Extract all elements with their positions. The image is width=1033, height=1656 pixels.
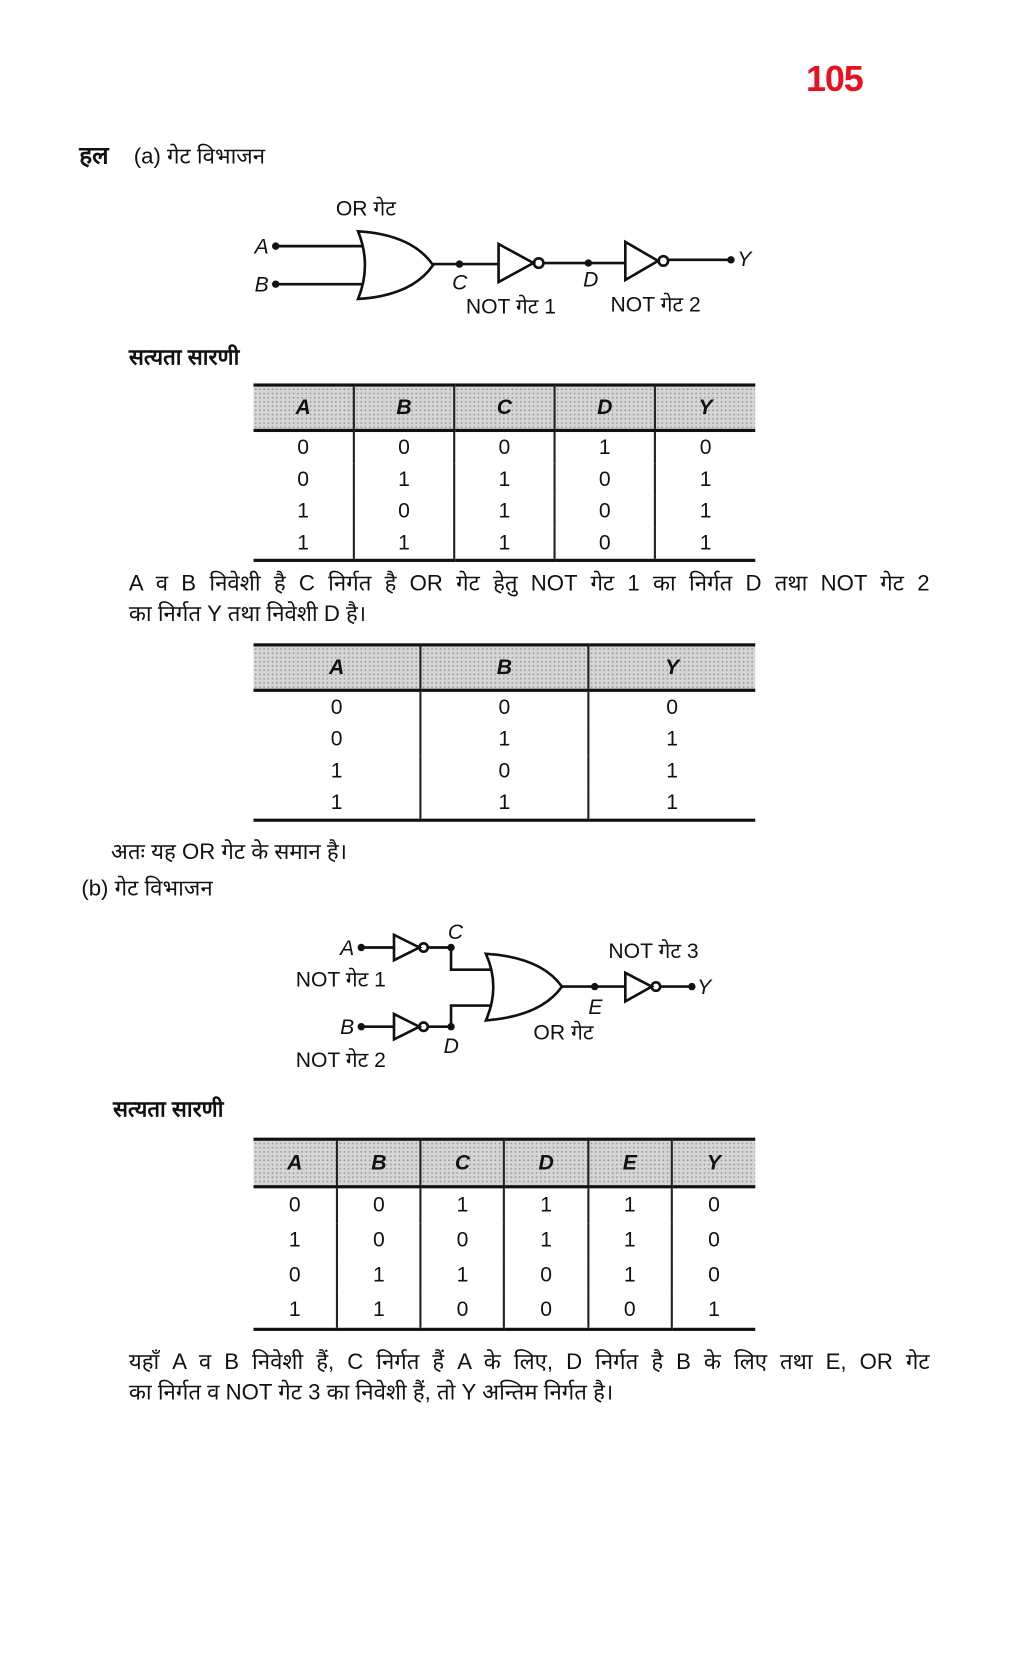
table-cell: 1 — [354, 464, 454, 496]
table-header-row — [254, 385, 756, 430]
table-cell: 1 — [337, 1293, 421, 1329]
table-row — [254, 1223, 756, 1258]
table-cell: 1 — [672, 1293, 756, 1329]
table-cell: 0 — [555, 495, 655, 527]
or-gate-label: OR गेट — [533, 1021, 594, 1045]
node-d-label: D — [583, 268, 599, 292]
paragraph-1-line-1: A व B निवेशी है C निर्गत है OR गेट हेतु NOT गेट 1 का निर्गत D तथा NOT गेट 2 — [128, 571, 930, 596]
table-cell: 0 — [354, 430, 454, 463]
not-gate-1-label: NOT गेट 1 — [295, 968, 386, 992]
paragraph-1-line-2: का निर्गत Y तथा निवेशी D है। — [128, 602, 367, 627]
truth-table-3 — [254, 1138, 756, 1331]
table-row — [254, 787, 756, 820]
table-row — [254, 1293, 756, 1329]
table-row — [254, 527, 756, 560]
column-header: Y — [655, 385, 755, 430]
column-header: Y — [672, 1139, 756, 1187]
truth-table-heading-2: सत्यता सारणी — [113, 1097, 224, 1122]
table-cell: 0 — [337, 1223, 421, 1258]
not-gate-2-label: NOT गेट 2 — [610, 293, 701, 317]
table-row — [254, 1187, 756, 1223]
input-a-label: A — [340, 936, 355, 960]
table-cell: 0 — [288, 1193, 301, 1217]
table-cell: 0 — [421, 1223, 505, 1258]
circuit-diagram-b — [0, 908, 1033, 1088]
table-cell: 0 — [288, 1263, 301, 1287]
input-a-label: A — [254, 235, 269, 259]
table-cell: 1 — [330, 758, 343, 783]
not-gate-2-label: NOT गेट 2 — [295, 1048, 386, 1072]
column-header: B — [354, 385, 454, 430]
or-gate-symbol — [358, 231, 433, 299]
table-cell: 1 — [655, 527, 755, 560]
column-header: A — [254, 1139, 338, 1187]
table-cell: 1 — [421, 724, 588, 756]
table-cell: 0 — [504, 1293, 588, 1329]
input-b-label: B — [254, 273, 269, 297]
node-c-label: C — [452, 271, 468, 295]
table-cell: 1 — [454, 495, 554, 527]
not-gate-1-symbol — [394, 935, 419, 960]
table-cell: 0 — [672, 1258, 756, 1293]
table-cell: 0 — [588, 690, 755, 723]
page-number: 105 — [805, 59, 863, 100]
table-cell: 1 — [254, 787, 421, 820]
table-cell: 1 — [297, 499, 310, 523]
not-gate-3-label: NOT गेट 3 — [608, 940, 699, 964]
column-header: D — [555, 385, 655, 430]
table-row — [254, 495, 756, 527]
table-cell: 0 — [454, 430, 554, 463]
column-header: B — [337, 1139, 421, 1187]
table-cell: 1 — [504, 1223, 588, 1258]
column-header: E — [588, 1139, 672, 1187]
table-cell: 0 — [354, 495, 454, 527]
column-header: C — [421, 1139, 505, 1187]
column-header: C — [454, 385, 554, 430]
node-c-label: C — [447, 921, 464, 945]
table-cell: 1 — [588, 755, 755, 787]
table-cell: 0 — [588, 1293, 672, 1329]
table-cell: 1 — [588, 1187, 672, 1223]
table-cell: 1 — [454, 464, 554, 496]
circuit-diagram-a — [0, 0, 1033, 359]
table-cell: 0 — [655, 430, 755, 463]
column-header: A — [254, 385, 354, 430]
table-cell: 0 — [672, 1187, 756, 1223]
table-header-row — [254, 645, 756, 690]
not-gate-2-symbol — [625, 242, 658, 280]
table-cell: 0 — [297, 435, 310, 459]
table-row — [254, 1258, 756, 1293]
table-cell: 1 — [421, 787, 588, 820]
column-header: A — [254, 645, 421, 690]
table-cell: 0 — [555, 464, 655, 496]
table-cell: 1 — [421, 1187, 505, 1223]
column-header: Y — [588, 645, 755, 690]
table-row — [254, 724, 756, 756]
node-e-label: E — [588, 996, 603, 1020]
table-cell: 1 — [588, 724, 755, 756]
table-cell: 1 — [254, 527, 354, 560]
table-cell: 0 — [421, 690, 588, 723]
paragraph-2 — [129, 1347, 930, 1408]
table-cell: 1 — [555, 430, 655, 463]
paragraph-2-line-2: का निर्गत व NOT गेट 3 का निवेशी हैं, तो Y अन्तिम निर्गत है। — [128, 1380, 614, 1405]
table-cell: 1 — [421, 1258, 505, 1293]
table-row — [254, 464, 756, 496]
table-cell: 0 — [421, 1293, 505, 1329]
truth-table-1 — [254, 383, 756, 562]
table-cell: 1 — [354, 527, 454, 560]
table-cell: 1 — [588, 787, 755, 820]
table-cell: 0 — [672, 1223, 756, 1258]
table-cell: 0 — [330, 727, 343, 751]
table-cell: 1 — [588, 1223, 672, 1258]
table-cell: 0 — [555, 527, 655, 560]
table-cell: 0 — [297, 467, 310, 491]
table-cell: 0 — [421, 755, 588, 787]
table-cell: 0 — [504, 1258, 588, 1293]
table-cell: 1 — [288, 1228, 301, 1252]
table-cell: 1 — [337, 1258, 421, 1293]
table-cell: 1 — [454, 527, 554, 560]
table-cell: 1 — [254, 1293, 338, 1329]
paragraph-2-line-1: यहाँ A व B निवेशी हैं, C निर्गत हैं A के लिए, D निर्गत है B के लिए तथा E, OR गेट — [128, 1349, 930, 1375]
table-row — [254, 430, 756, 463]
conclusion-a: अतः यह OR गेट के समान है। — [110, 839, 348, 865]
table-cell: 1 — [655, 495, 755, 527]
table-cell: 1 — [504, 1187, 588, 1223]
table-row — [254, 690, 756, 723]
output-y-label: Y — [697, 975, 712, 999]
not-gate-2-symbol — [394, 1014, 419, 1039]
not-gate-1-symbol — [499, 244, 534, 282]
table-cell: 1 — [588, 1258, 672, 1293]
or-gate-label: OR गेट — [335, 197, 396, 221]
table-header-row — [254, 1139, 756, 1187]
truth-table-2 — [254, 643, 756, 822]
part-a-heading: (a) गेट विभाजन — [133, 144, 266, 170]
paragraph-1 — [129, 568, 930, 629]
column-header: D — [504, 1139, 588, 1187]
column-header: B — [421, 645, 588, 690]
or-gate-symbol — [486, 954, 562, 1021]
output-y-label: Y — [737, 248, 752, 272]
table-cell: 0 — [330, 695, 343, 719]
solution-label: हल — [79, 141, 109, 170]
part-b-heading: (b) गेट विभाजन — [81, 876, 213, 902]
table-row — [254, 755, 756, 787]
node-d-label: D — [443, 1035, 459, 1059]
table-cell: 1 — [655, 464, 755, 496]
not-gate-3-symbol — [625, 973, 651, 1002]
not-gate-1-label: NOT गेट 1 — [465, 295, 557, 319]
input-b-label: B — [340, 1016, 355, 1040]
table-cell: 0 — [337, 1187, 421, 1223]
truth-table-heading-1: सत्यता सारणी — [128, 345, 240, 370]
